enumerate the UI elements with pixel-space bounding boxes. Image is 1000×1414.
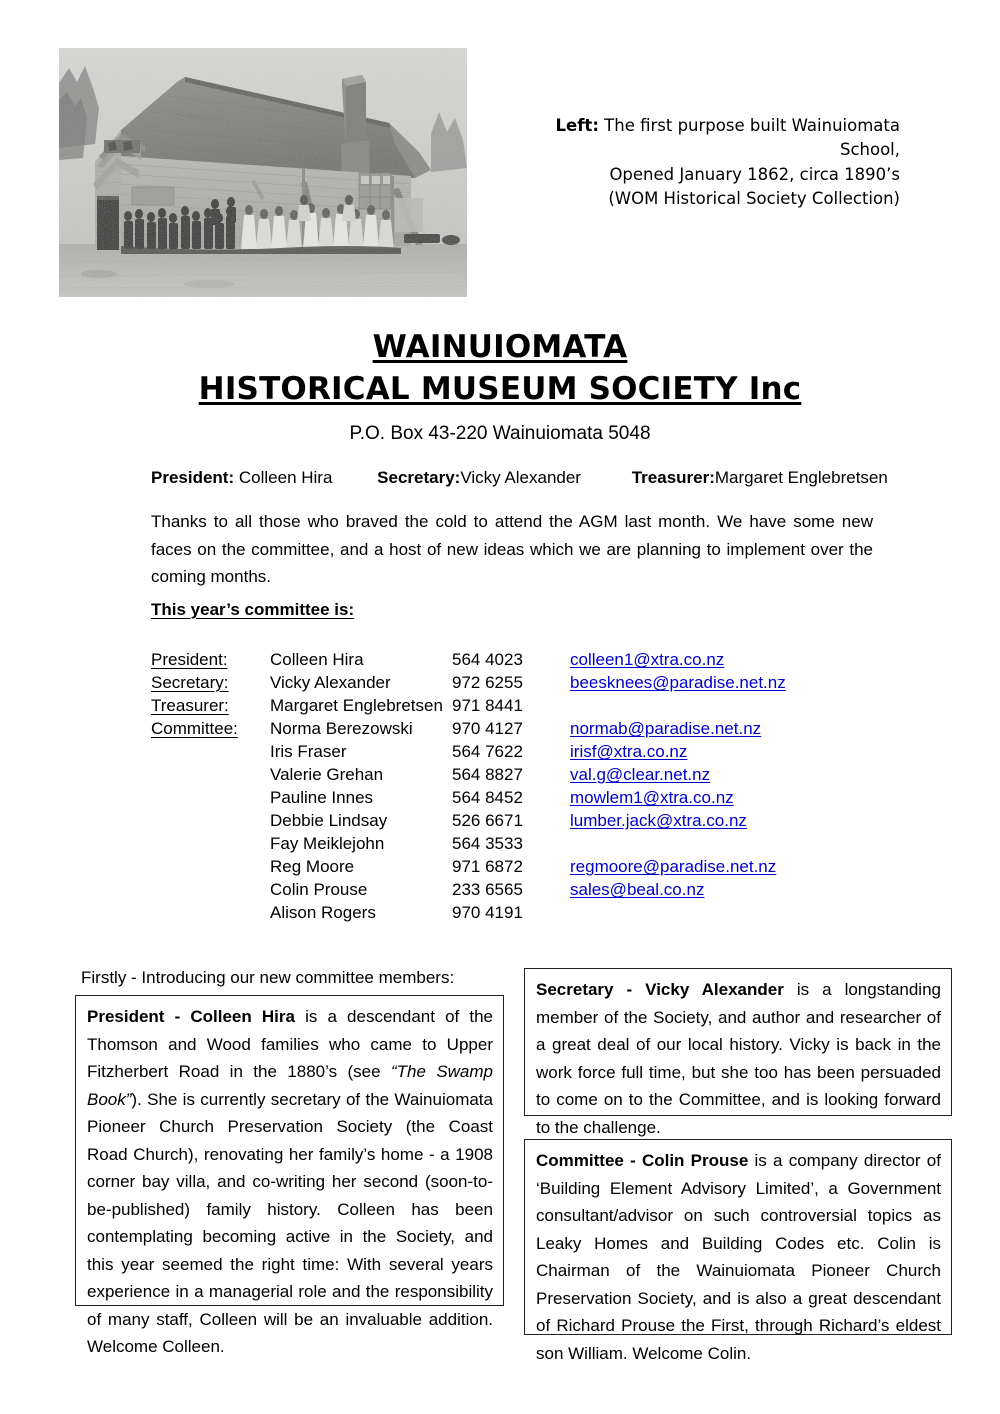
committee-email-cell [570,742,850,765]
committee-row [151,765,850,788]
committee-member-phone: 564 4023 [452,650,523,669]
bio-colin-title: Committee - Colin Prouse [536,1151,749,1170]
committee-role-cell [151,742,270,765]
committee-member-phone: 233 6565 [452,880,523,899]
committee-role-label: Secretary: [151,673,229,692]
committee-member-email-link[interactable]: regmoore@paradise.net.nz [570,857,777,876]
committee-row [151,857,850,880]
president-label: President: [151,468,235,487]
committee-role-label: Committee: [151,719,238,738]
committee-email-cell [570,903,850,926]
masthead [0,327,1000,411]
bio-president-body-part2: ). She is currently secretary of the Wainuiomata Pioneer Church Preservation Society (the Coast Road Church), renovating her family’s home - a 1908 corner bay villa, and co-writing her second (soon-to-be-published) family history. Colleen has been contemplating becoming active in the Society, and this year seemed the right time: With several years experience in a managerial role and the responsibility of many staff, Colleen will be an invaluable addition. Welcome Colleen. [87,1089,493,1357]
committee-role-cell [151,696,270,719]
committee-member-phone: 564 3533 [452,834,523,853]
committee-member-phone: 971 6872 [452,857,523,876]
bio-colin-body: is a company director of ‘Building Element Advisory Limited’, a Government consultant/advisor on such controversial topics as Leaky Homes and Building Codes etc. Colin is Chairman of the Wainuiomata Pioneer Church Preservation Society, and is also a great descendant of Richard Prouse the First, through Richard’s eldest son William. Welcome Colin. [536,1151,941,1363]
committee-row [151,903,850,926]
committee-member-email-link[interactable]: mowlem1@xtra.co.nz [570,788,734,807]
committee-email-cell [570,719,850,742]
caption-lead-label: Left: [555,116,599,135]
committee-email-cell [570,765,850,788]
secretary-label: Secretary: [377,468,461,487]
committee-member-name: Valerie Grehan [270,765,384,784]
school-photo-illustration [59,48,467,297]
photo-caption [500,114,900,212]
committee-row [151,880,850,903]
committee-member-email-link[interactable]: colleen1@xtra.co.nz [570,650,725,669]
bio-box-president [75,995,504,1357]
committee-member-name: Colin Prouse [270,880,368,899]
committee-role-label: President: [151,650,228,669]
committee-row [151,673,850,696]
committee-member-email-link[interactable]: normab@paradise.net.nz [570,719,762,738]
committee-row [151,811,850,834]
intro-paragraph: Thanks to all those who braved the cold to attend the AGM last month. We have some new faces on the committee, and a host of new ideas which we are planning to implement over the coming months. [151,512,873,587]
org-name-line-1 [0,327,1000,369]
committee-member-name: Pauline Innes [270,788,374,807]
committee-role-cell [151,788,270,811]
committee-role-cell [151,650,270,673]
committee-email-cell [570,696,850,719]
caption-line-1: The first purpose built Wainuiomata School, [598,116,900,160]
committee-role-cell [151,834,270,857]
committee-member-email-link[interactable]: beesknees@paradise.net.nz [570,673,786,692]
bio-president-body-part1: is a descendant of the Thomson and Wood families who came to Upper Fitzherbert Road in the 1880’s (see [87,1007,494,1082]
committee-heading: This year’s committee is: [151,600,355,619]
committee-row [151,742,850,765]
committee-member-name: Colleen Hira [270,650,364,669]
secretary-name: Vicky Alexander [460,468,581,487]
committee-member-phone: 970 4127 [452,719,523,738]
committee-row [151,834,850,857]
committee-member-name: Norma Berezowski [270,719,413,738]
committee-email-cell [570,788,850,811]
committee-member-phone: 526 6671 [452,811,523,830]
new-members-intro-label: Firstly - Introducing our new committee members: [81,968,455,987]
bio-secretary-title: Secretary - Vicky Alexander [536,980,784,999]
committee-role-cell [151,765,270,788]
committee-email-cell [570,673,850,696]
historic-school-photo [59,48,467,297]
caption-line-2: Opened January 1862, circa 1890’s [609,164,900,184]
committee-email-cell [570,811,850,834]
president-name: Colleen Hira [238,468,333,487]
committee-role-cell [151,903,270,926]
officers-line [151,468,911,488]
committee-role-cell [151,880,270,903]
committee-member-name: Vicky Alexander [270,673,391,692]
committee-member-name: Reg Moore [270,857,355,876]
bio-box-secretary [524,968,952,1137]
bio-president-book-title: “The Swamp Book” [87,1062,493,1109]
committee-role-cell [151,811,270,834]
org-name-line-2 [0,369,1000,411]
committee-member-phone: 564 8452 [452,788,523,807]
bio-box-colin-prouse [524,1139,952,1363]
bio-president-title: President - Colleen Hira [87,1007,295,1026]
committee-row [151,719,850,742]
bio-secretary-body: is a longstanding member of the Society, and author and researcher of a great deal of our local history. Vicky is back in the work force full time, but she too has been persuaded to come on to the Committee, and is looking forward to the challenge. [536,980,941,1137]
postal-address: P.O. Box 43-220 Wainuiomata 5048 [349,423,651,444]
committee-member-name: Alison Rogers [270,903,376,922]
org-name-line-1-text: WAINUIOMATA [372,329,628,365]
committee-member-email-link[interactable]: sales@beal.co.nz [570,880,705,899]
committee-role-cell [151,857,270,880]
committee-email-cell [570,880,850,903]
committee-member-name: Iris Fraser [270,742,347,761]
committee-member-phone: 971 8441 [452,696,523,715]
committee-member-phone: 564 8827 [452,765,523,784]
committee-member-name: Debbie Lindsay [270,811,388,830]
committee-member-phone: 972 6255 [452,673,523,692]
committee-row [151,788,850,811]
committee-member-name: Margaret Englebretsen [270,696,443,715]
committee-member-email-link[interactable]: lumber.jack@xtra.co.nz [570,811,747,830]
org-name-line-2-text: HISTORICAL MUSEUM SOCIETY Inc [198,370,802,407]
committee-email-cell [570,650,850,673]
committee-email-cell [570,857,850,880]
committee-email-cell [570,834,850,857]
committee-member-email-link[interactable]: irisf@xtra.co.nz [570,742,688,761]
committee-contact-table [151,650,850,926]
committee-member-name: Fay Meiklejohn [270,834,385,853]
committee-member-email-link[interactable]: val.g@clear.net.nz [570,765,711,784]
committee-role-cell [151,673,270,696]
committee-row [151,696,850,719]
committee-role-cell [151,719,270,742]
committee-row [151,650,850,673]
committee-member-phone: 564 7622 [452,742,523,761]
committee-role-label: Treasurer: [151,696,229,715]
caption-line-3: (WOM Historical Society Collection) [608,189,900,209]
treasurer-label: Treasurer: [631,468,715,487]
treasurer-name: Margaret Englebretsen [714,468,888,487]
committee-member-phone: 970 4191 [452,903,523,922]
